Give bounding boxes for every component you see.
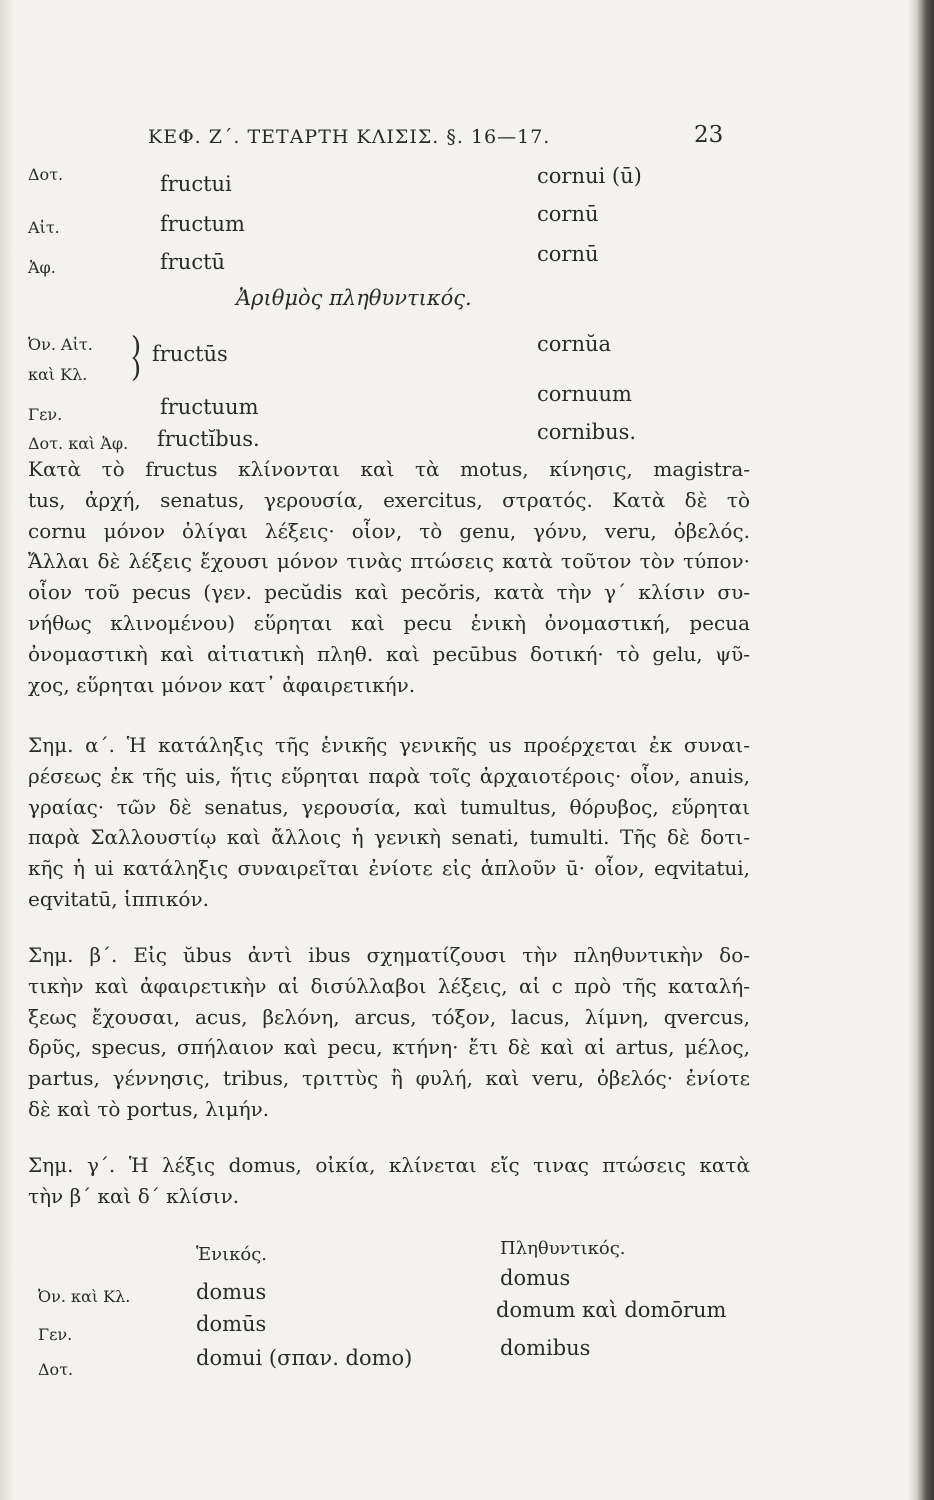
plural-heading: Ἀριθμὸς πληθυντικός. (236, 286, 472, 310)
text-line: ξεως ἔχουσαι, acus, βελόνη, arcus, τόξον, lacus, λίμνη, qvercus, (28, 1004, 750, 1029)
note-alpha (28, 730, 750, 915)
table-cell: fructū (160, 250, 226, 274)
table-cell: cornibus. (537, 420, 637, 444)
text-line: χος, εὕρηται μόνον κατ᾽ ἀφαιρετικήν. (28, 672, 416, 697)
text-line: δρῦς, specus, σπήλαιον καὶ pecu, κτήνη· ἔτι δὲ καὶ αἱ artus, μέλος, (28, 1035, 750, 1060)
text-line: κῆς ἡ ui κατάληξις συναιρεῖται ἐνίοτε εἰς ἁπλοῦν ū· οἷον, eqvitatui, (28, 856, 750, 881)
text-line: δὲ καὶ τὸ portus, λιμήν. (28, 1096, 270, 1121)
table-label: Ὀν. Αἰτ. (28, 335, 93, 354)
text-line: τικὴν καὶ ἀφαιρετικὴν αἱ δισύλλαβοι λέξεις, αἱ c πρὸ τῆς καταλή- (28, 973, 750, 998)
text-line: τὴν β΄ καὶ δ΄ κλίσιν. (28, 1183, 240, 1208)
note-gamma (28, 1150, 750, 1212)
text-line: Σημ. β΄. Εἰς ŭbus ἀντὶ ibus σχηματίζουσι τὴν πληθυντικὴν δο- (28, 943, 750, 967)
paragraph (28, 454, 750, 700)
table-head-plural: Πληθυντικός. (500, 1238, 626, 1259)
text-line: partus, γέννησις, tribus, τριττὺς ἢ φυλή, καὶ veru, ὀβελός· ἐνίοτε (28, 1066, 750, 1091)
text-line: eqvitatū, ἱππικόν. (28, 886, 209, 911)
text-line: Ἄλλαι δὲ λέξεις ἔχουσι μόνον τινὰς πτώσεις κατὰ τοῦτον τὸν τύπον· (28, 549, 750, 574)
note-beta (28, 940, 750, 1125)
table-cell: fructuum (160, 395, 259, 419)
table-label: Αἰτ. (28, 218, 60, 237)
table-label: Ἀφ. (28, 258, 56, 277)
table-cell: domui (σπαν. domo) (196, 1346, 413, 1370)
text-line: οἷον τοῦ pecus (γεν. pecŭdis καὶ pecŏris, κατὰ τὴν γ΄ κλίσιν συ- (28, 580, 750, 605)
brace: ) ) (131, 332, 142, 384)
table-cell: fructĭbus. (157, 427, 260, 451)
text-line: γραίας· τῶν δὲ senatus, γερουσία, καὶ tumultus, θόρυβος, εὕρηται (28, 794, 750, 819)
table-cell: domum καὶ domōrum (496, 1298, 727, 1322)
text-line: Σημ. γ΄. Ἡ λέξις domus, οἰκία, κλίνεται εἴς τινας πτώσεις κατὰ (28, 1153, 750, 1177)
table-cell: domūs (196, 1312, 267, 1336)
table-cell: fructui (160, 172, 232, 196)
table-label: καὶ Κλ. (28, 365, 88, 384)
table-label: Δοτ. (28, 165, 64, 184)
page-edge-shadow (908, 0, 934, 1500)
text-line: ρέσεως ἐκ τῆς uis, ἥτις εὕρηται παρὰ τοῖς ἀρχαιοτέροις· οἷον, anuis, (28, 763, 750, 788)
text-line: tus, ἀρχή, senatus, γερουσία, exercitus, στρατός. Κατὰ δὲ τὸ (28, 487, 750, 512)
table-cell: fructum (160, 212, 245, 236)
table-label: Δοτ. (38, 1360, 74, 1379)
page-gutter-shadow (0, 0, 14, 1500)
page-number: 23 (694, 122, 724, 148)
text-line: Σημ. α΄. Ἡ κατάληξις τῆς ἑνικῆς γενικῆς us προέρχεται ἐκ συναι- (28, 733, 750, 757)
table-label: Γεν. (38, 1325, 73, 1344)
text-line: cornu μόνον ὀλίγαι λέξεις· οἷον, τὸ genu, γόνυ, veru, ὀβελός. (28, 518, 750, 543)
table-label: Γεν. (28, 405, 63, 424)
table-cell: cornū (537, 242, 599, 266)
text-line: νήθως κλινομένου) εὕρηται καὶ pecu ἑνικὴ ὀνομαστική, pecua (28, 610, 750, 635)
table-cell: cornui (ū) (537, 164, 642, 188)
running-header: ΚΕΦ. Ζ΄. ΤΕΤΑΡΤΗ ΚΛΙΣΙΣ. §. 16—17. (148, 126, 551, 148)
table-label: Δοτ. καὶ Ἀφ. (28, 434, 129, 453)
table-cell: cornuum (537, 382, 632, 406)
table-cell: fructūs (152, 342, 228, 366)
table-cell: domus (500, 1266, 571, 1290)
table-cell: domus (196, 1280, 267, 1304)
table-cell: cornū (537, 202, 599, 226)
text-line: ὀνομαστικὴ καὶ αἰτιατικὴ πληθ. καὶ pecūbus δοτική· τὸ gelu, ψῦ- (28, 641, 750, 666)
text-line: παρὰ Σαλλουστίῳ καὶ ἄλλοις ἡ γενικὴ senati, tumulti. Τῆς δὲ δοτι- (28, 825, 750, 850)
text-line: Κατὰ τὸ fructus κλίνονται καὶ τὰ motus, κίνησις, magistra- (28, 457, 750, 481)
table-head-singular: Ἑνικός. (196, 1244, 268, 1265)
table-cell: cornŭa (537, 332, 612, 356)
table-label: Ὀν. καὶ Κλ. (38, 1287, 131, 1306)
table-cell: domibus (500, 1336, 591, 1360)
